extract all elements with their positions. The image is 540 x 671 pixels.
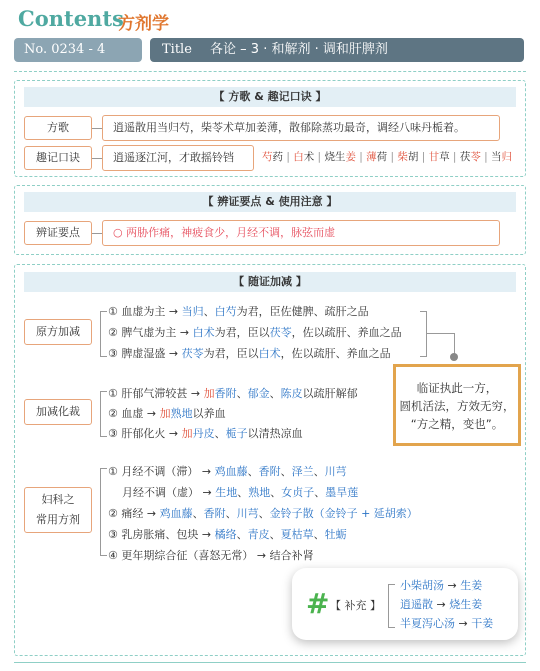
- syndrome-label: 辨证要点: [24, 221, 92, 245]
- tip-line: “方之精，变也”。: [410, 417, 504, 431]
- section-heading: 【 方歌 & 趣记口诀 】: [24, 87, 516, 107]
- song-text: 逍遥散用当归芍，柴苓术草加姜薄，散郁除蒸功最奇，调经八味丹栀着。: [102, 115, 500, 141]
- list-item: ③ 脾虚湿盛 → 茯苓为君，臣以白术，佐以疏肝、养血之品: [108, 347, 391, 360]
- tip-line: 圆机活法，方效无穷，: [399, 399, 515, 413]
- page-title-zh: 方剂学: [118, 14, 169, 34]
- key-pre: 茯: [459, 151, 471, 163]
- key-hl: 甘: [428, 151, 440, 163]
- list-item: ④ 更年期综合征（喜怒无常） → 结合补肾: [108, 549, 314, 562]
- supplement-item: 半夏泻心汤 → 干姜: [400, 617, 494, 630]
- section-heading: 【 随证加减 】: [24, 272, 516, 292]
- bottom-rule: [14, 662, 526, 663]
- document-number: No. 0234 - 4: [14, 38, 142, 62]
- song-label: 方歌: [24, 116, 92, 140]
- group-label-gynecology: 妇科之 常用方剂: [24, 487, 92, 533]
- key-hl: 白: [293, 151, 304, 163]
- key-hl: 柴: [397, 151, 408, 163]
- key-rest: 术: [303, 151, 315, 163]
- mnemonic-key-list: 芍药 | 白术 | 烧生姜 | 薄荷 | 柴胡 | 甘草 | 茯苓 | 当归: [262, 151, 513, 163]
- connector: [92, 128, 102, 129]
- title-label: Title: [162, 42, 192, 57]
- key-hl: 归: [501, 151, 513, 163]
- bracket: [388, 584, 395, 628]
- supplement-label: 【 补充 】: [330, 599, 381, 612]
- title-text: 各论 – 3 · 和解剂 · 调和肝脾剂: [210, 42, 388, 57]
- syndrome-text: ○ 两胁作痛，神疲食少，月经不调，脉弦而虚: [102, 220, 500, 246]
- group-label-modification: 加减化裁: [24, 399, 92, 425]
- bracket: [100, 468, 107, 556]
- divider: [14, 71, 526, 72]
- connector: [92, 233, 102, 234]
- group-label-original: 原方加减: [24, 319, 92, 345]
- connector: [454, 333, 455, 355]
- connector: [92, 158, 102, 159]
- supplement-item: 小柴胡汤 → 生姜: [400, 579, 483, 592]
- tip-line: 临证执此一方，: [416, 381, 498, 395]
- key-pre: 烧生: [324, 151, 346, 163]
- list-item: ② 脾气虚为主 → 白术为君，臣以茯苓，佐以疏肝、养血之品: [108, 326, 402, 339]
- key-rest: 药: [272, 151, 283, 163]
- bracket: [100, 391, 107, 437]
- list-item: ③ 肝郁化火 → 加丹皮、栀子以清热凉血: [108, 427, 303, 440]
- list-item: ② 痛经 → 鸡血藤、香附、川芎、金铃子散（金铃子 + 延胡索）: [108, 507, 418, 520]
- mnemonic-text: 逍遥逐江河，才敢摇铃铛: [102, 145, 254, 171]
- key-hl: 苓: [470, 151, 481, 163]
- connector-dot: [450, 353, 458, 361]
- supplement-item: 逍遥散 → 烧生姜: [400, 598, 483, 611]
- section-heading: 【 辨证要点 & 使用注意 】: [24, 192, 516, 212]
- bracket: [100, 311, 107, 357]
- key-pre: 当: [491, 151, 502, 163]
- bracket: [420, 311, 427, 357]
- key-rest: 草: [439, 151, 450, 163]
- key-hl: 薄: [366, 151, 377, 163]
- key-hl: 芍: [262, 151, 273, 163]
- key-rest: 荷: [376, 151, 388, 163]
- document-title-bar: [150, 38, 524, 62]
- key-rest: 胡: [407, 151, 419, 163]
- connector: [426, 333, 454, 334]
- key-hl: 姜: [345, 151, 356, 163]
- list-item: ② 血虚 → 加熟地以养血: [108, 407, 226, 420]
- mnemonic-label: 趣记口诀: [24, 146, 92, 170]
- hash-icon: #: [306, 587, 330, 620]
- list-item: ① 月经不调（滞） → 鸡血藤、香附、泽兰、川芎: [108, 465, 347, 478]
- list-item: 月经不调（虚） → 生地、熟地、女贞子、墨旱莲: [108, 486, 359, 499]
- page-title-en: Contents: [18, 6, 124, 31]
- list-item: ① 血虚为主 → 当归、白芍为君，臣佐健脾、疏肝之品: [108, 305, 369, 318]
- clinical-tip-box: [393, 364, 521, 446]
- list-item: ③ 乳房胀痛、包块 → 橘络、青皮、夏枯草、牡蛎: [108, 528, 347, 541]
- list-item: ① 肝郁气滞较甚 → 加香附、郁金、陈皮以疏肝解郁: [108, 387, 358, 400]
